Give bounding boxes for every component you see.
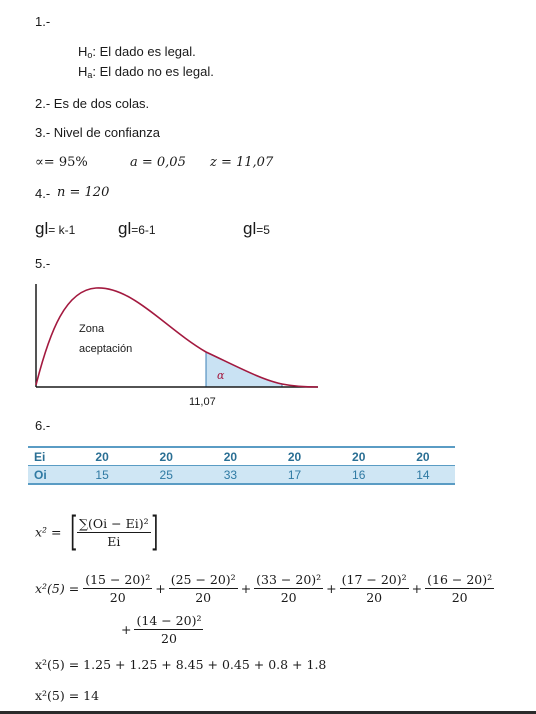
confidence-value: ∝= 95% <box>35 155 88 170</box>
left-bracket: [ <box>69 509 77 555</box>
acceptance-zone-label-2: aceptación <box>79 343 133 355</box>
step5-label: 5.- <box>35 256 51 271</box>
ei-cell: 20 <box>134 447 198 466</box>
oi-cell: 33 <box>198 466 262 485</box>
expansion-term: $\frac{\text{(25 − 20)²}}{20}$ <box>170 572 236 605</box>
chi-square-result: x²(5) = 14 <box>35 688 100 703</box>
frequency-table <box>28 446 455 485</box>
ei-cell: 20 <box>327 447 391 466</box>
step6-label: 6.- <box>35 418 51 433</box>
chi-square-expansion-continued: + $\frac{\text{(14 − 20)²}}{20}$ <box>121 613 202 646</box>
ei-cell: 20 <box>262 447 326 466</box>
expansion-term: $\frac{\text{(15 − 20)²}}{20}$ <box>85 572 151 605</box>
oi-cell: 15 <box>70 466 134 485</box>
alternative-hypothesis <box>78 64 214 80</box>
acceptance-zone-label-1: Zona <box>79 323 105 335</box>
chi-square-formula <box>35 509 162 555</box>
ei-cell: 20 <box>70 447 134 466</box>
oi-cell: 25 <box>134 466 198 485</box>
oi-header: Oi <box>28 466 70 485</box>
expansion-term: $\frac{\text{(14 − 20)²}}{20}$ <box>136 613 202 646</box>
ha-prefix: H <box>78 64 88 79</box>
oi-cell: 17 <box>262 466 326 485</box>
ha-subscript: a <box>87 70 93 80</box>
degrees-freedom-result: gl=5 <box>243 219 270 238</box>
expansion-term: $\frac{\text{(33 − 20)²}}{20}$ <box>256 572 322 605</box>
chi-square-distribution-diagram <box>0 280 330 410</box>
ei-header: Ei <box>28 447 70 466</box>
expansion-lhs: x²(5) = <box>35 581 80 596</box>
critical-value-label: 11,07 <box>189 396 216 408</box>
right-bracket: ] <box>150 509 158 555</box>
h0-subscript: o <box>87 50 93 60</box>
expansion-term: $\frac{\text{(17 − 20)²}}{20}$ <box>341 572 407 605</box>
ei-cell: 20 <box>391 447 455 466</box>
step3-text: 3.- Nivel de confianza <box>35 125 161 140</box>
expected-row <box>28 447 455 466</box>
null-hypothesis <box>78 44 196 60</box>
oi-cell: 14 <box>391 466 455 485</box>
significance-value: a = 0,05 <box>130 155 186 170</box>
alpha-symbol: α <box>217 369 225 382</box>
h0-text: : El dado es legal. <box>92 44 196 59</box>
formula-numerator: ∑(Oi − Ei)² <box>79 515 149 531</box>
chi-square-expansion: x²(5) = $\frac{\text{(15 − 20)²}}{20}$ + $\frac{\text{(25 − 20)²}}{20}$ + $\frac{\text{(33 − 20)²}}{20}$ + $\frac{\text{(17 − 20)²}}{20}$ + $\frac{\text{(16 − 20)²}}{20}$ <box>35 572 493 605</box>
oi-cell: 16 <box>327 466 391 485</box>
degrees-freedom-substitution: gl=6-1 <box>118 219 156 238</box>
step4-label: 4.- <box>35 186 51 201</box>
chi-square-sum: x²(5) = 1.25 + 1.25 + 8.45 + 0.45 + 0.8 + 1.8 <box>35 657 327 672</box>
observed-row <box>28 466 455 485</box>
step2-text: 2.- Es de dos colas. <box>35 96 150 111</box>
h0-prefix: H <box>78 44 88 59</box>
step1-label: 1.- <box>35 14 51 29</box>
formula-fraction <box>77 515 150 550</box>
density-curve <box>36 288 318 387</box>
sample-size: n = 120 <box>57 185 110 200</box>
degrees-freedom-formula: gl= k-1 <box>35 219 76 238</box>
z-value: z = 11,07 <box>210 155 274 170</box>
ei-cell: 20 <box>198 447 262 466</box>
expansion-term: $\frac{\text{(16 − 20)²}}{20}$ <box>427 572 493 605</box>
formula-lhs: x² = <box>35 524 62 540</box>
formula-denominator: Ei <box>107 533 121 549</box>
ha-text: : El dado no es legal. <box>92 64 214 79</box>
